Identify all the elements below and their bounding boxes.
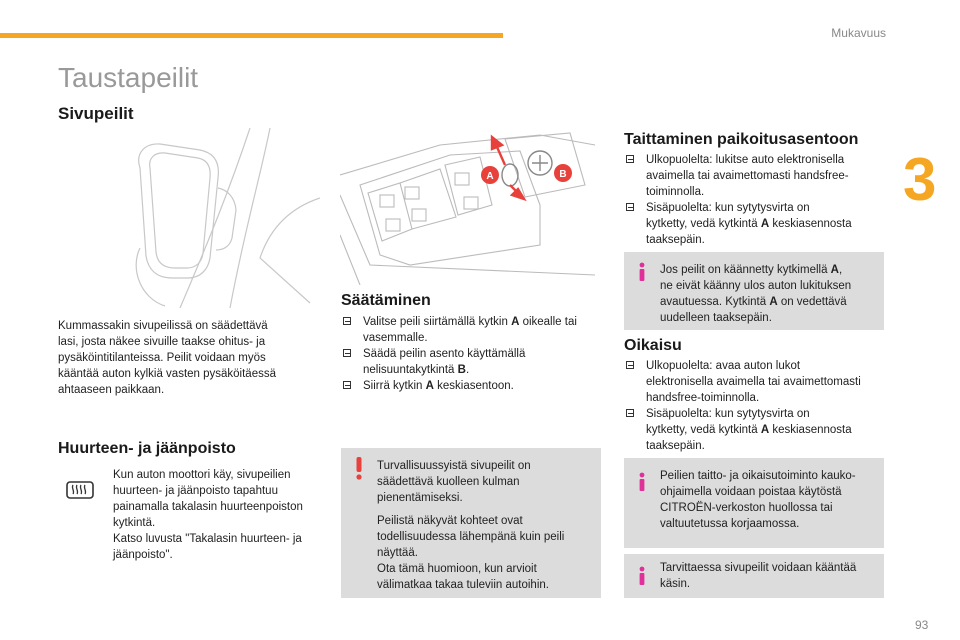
unfold-steps (624, 358, 889, 454)
label-b-badge (554, 164, 572, 182)
adjust-steps (341, 314, 606, 394)
label-a-badge (481, 166, 499, 184)
list-item: Säädä peilin asento käyttämällä nelisuuntakytkintä B. (341, 346, 606, 378)
info-box-fold: Jos peilit on käännetty kytkimellä A, ne eivät käänny ulos auton lukituksen avautuessa. Kytkintä A on vedettävä uudelleen taaksepäin. (624, 252, 884, 330)
svg-text:A: A (486, 171, 494, 182)
svg-text:B: B (559, 169, 567, 180)
list-item: Valitse peili siirtämällä kytkin A oikealle tai vasemmalle. (341, 314, 606, 346)
heading-adjust: Säätäminen (341, 292, 431, 309)
side-mirror-illustration (120, 128, 320, 308)
warning-icon (352, 456, 366, 480)
list-item: Siirrä kytkin A keskiasentoon. (341, 378, 606, 394)
chapter-number: 3 (903, 146, 937, 213)
fold-steps (624, 152, 889, 248)
top-accent-bar (0, 33, 503, 38)
list-item: Sisäpuolelta: kun sytytysvirta on kytketty, vedä kytkintä A keskiasennosta taaksepäin. (624, 406, 889, 454)
list-item: Ulkopuolelta: lukitse auto elektronisella avaimella tai avaimettomasti handsfree- toiminnolla. (624, 152, 889, 200)
warning-box: Turvallisuussyistä sivupeilit on säädettävä kuolleen kulman pienentämiseksi. Peilistä näkyvät kohteet ovat todellisuudessa lähempänä kuin peili näyttää. Ota tämä huomioon, kun arvioit välimatkaa takaa tuleviin autoihin. (341, 448, 601, 598)
side-mirrors-intro: Kummassakin sivupeilissä on säädettävä lasi, josta näkee sivuille taakse ohitus- ja pysäköintitilanteissa. Peilit voidaan myös kääntää auton kylkiä vasten pysäköitäessä ahtaaseen paikkaan. (58, 320, 276, 396)
list-item: Ulkopuolelta: avaa auton lukot elektronisella avaimella tai avaimettomasti handsfree-toiminnolla. (624, 358, 889, 406)
heading-defrost: Huurteen- ja jäänpoisto (58, 440, 236, 457)
page-number: 93 (915, 618, 929, 632)
heading-side-mirrors: Sivupeilit (58, 104, 134, 123)
info-box-remote: Peilien taitto- ja oikaisutoiminto kauko- ohjaimella voidaan poistaa käytöstä CITROËN-verkoston huollossa tai valtuutetussa korjaamossa. (624, 458, 884, 548)
info-icon (635, 262, 649, 282)
mirror-control-diagram (340, 125, 600, 285)
info-icon (635, 566, 649, 586)
defrost-text: Kun auton moottori käy, sivupeilien huurteen- ja jäänpoisto tapahtuu painamalla takalasin huurteenpoiston kytkintä. Katso luvusta "Takalasin huurteen- ja jäänpoisto". (113, 469, 303, 561)
list-item: Sisäpuolelta: kun sytytysvirta on kytketty, vedä kytkintä A keskiasennosta taaksepäin. (624, 200, 889, 248)
page-title: Taustapeilit (58, 62, 199, 93)
info-box-manual: Tarvittaessa sivupeilit voidaan kääntää käsin. (624, 554, 884, 598)
heading-fold: Taittaminen paikoitusasentoon (624, 131, 859, 148)
section-name: Mukavuus (831, 26, 886, 40)
info-icon (635, 472, 649, 492)
heading-unfold: Oikaisu (624, 337, 682, 354)
rear-defrost-icon (66, 481, 94, 503)
